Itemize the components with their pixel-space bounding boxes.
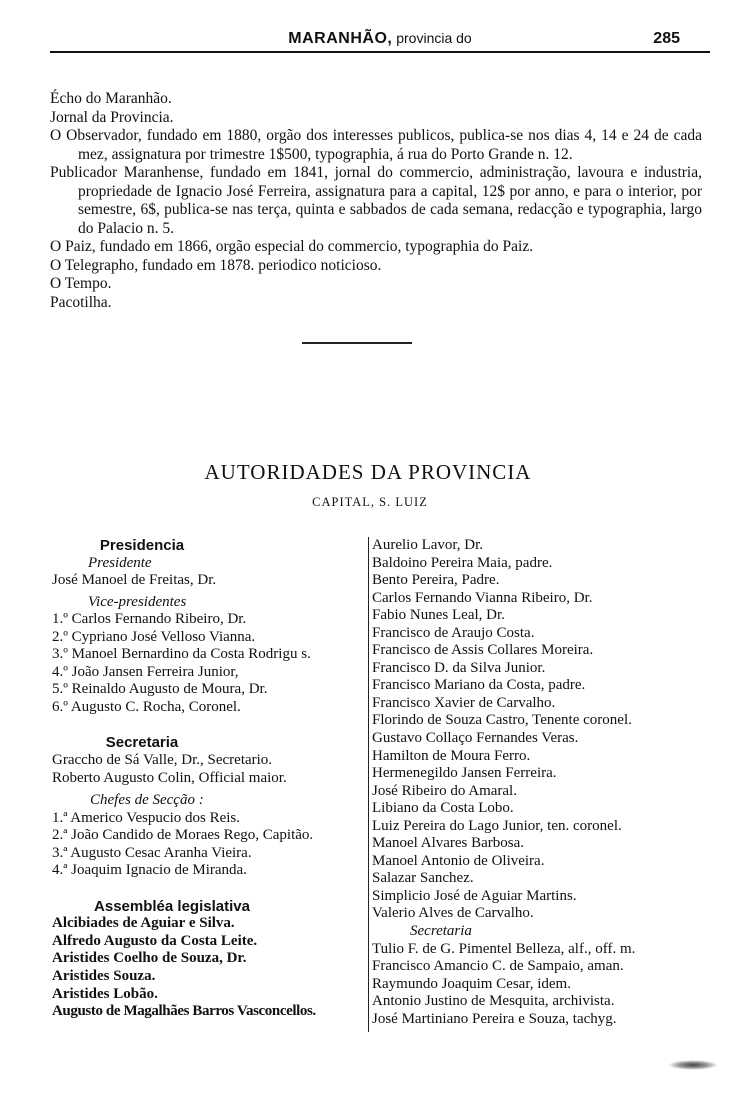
assembly-member: Salazar Sanchez. <box>372 870 474 887</box>
newspaper-entry: Écho do Maranhão. <box>50 90 172 107</box>
assembly-member: Francisco de Araujo Costa. <box>372 624 535 641</box>
section-subtitle: CAPITAL, S. LUIZ <box>312 495 428 509</box>
left-column <box>52 537 366 1021</box>
newspaper-entry: Jornal da Provincia. <box>50 108 174 126</box>
president-name: José Manoel de Freitas, Dr. <box>52 572 217 589</box>
assembly-member: Francisco Xavier de Carvalho. <box>372 694 556 711</box>
vice-president: 2.º Cypriano José Velloso Vianna. <box>52 628 256 645</box>
newspaper-entry: O Paiz, fundado em 1866, orgão especial do commercio, typographia do Paiz. <box>50 238 534 255</box>
vice-president: 1.º Carlos Fernando Ribeiro, Dr. <box>52 611 247 628</box>
assembly-member: Aristides Coelho de Souza, Dr. <box>52 950 247 967</box>
subheading-chefes: Chefes de Secção : <box>90 792 204 809</box>
page-number: 285 <box>653 30 680 47</box>
newspaper-entry: O Telegrapho, fundado em 1878. periodico noticioso. <box>50 256 382 274</box>
assembly-member: Libiano da Costa Lobo. <box>372 800 514 817</box>
subheading-presidente: Presidente <box>88 554 152 571</box>
right-column <box>372 537 712 1028</box>
heading-presidencia: Presidencia <box>99 537 185 554</box>
vice-president: 4.º João Jansen Ferreira Junior, <box>52 663 239 680</box>
chefe-seccao: 2.ª João Candido de Moraes Rego, Capitão. <box>52 827 314 844</box>
vice-president: 3.º Manoel Bernardino da Costa Rodrigu s. <box>52 646 311 663</box>
vice-president: 5.º Reinaldo Augusto de Moura, Dr. <box>52 681 268 698</box>
header-title-bold: MARANHÃO, <box>288 30 393 47</box>
column-divider <box>368 537 369 1032</box>
assembly-member: Simplicio José de Aguiar Martins. <box>372 887 577 904</box>
assembly-member: Luiz Pereira do Lago Junior, ten. coronel. <box>372 817 622 834</box>
assembly-member: Alfredo Augusto da Costa Leite. <box>52 932 258 949</box>
assembly-secretary: Raymundo Joaquim Cesar, idem. <box>372 975 571 992</box>
assembly-secretary: José Martiniano Pereira e Souza, tachyg. <box>372 1010 617 1027</box>
assembly-member: Valerio Alves de Carvalho. <box>372 905 534 922</box>
assembly-member: Aristides Souza. <box>52 968 156 985</box>
ink-smudge <box>668 1060 718 1070</box>
assembly-secretary: Antonio Justino de Mesquita, archivista. <box>372 993 615 1010</box>
assembly-member: Francisco de Assis Collares Moreira. <box>372 642 594 659</box>
newspaper-list <box>50 90 702 312</box>
section-title: AUTORIDADES DA PROVINCIA <box>204 460 532 484</box>
chefe-seccao: 1.ª Americo Vespucio dos Reis. <box>52 809 241 826</box>
assembly-secretary: Tulio F. de G. Pimentel Belleza, alf., off. m. <box>372 940 636 957</box>
assembly-member: Aristides Lobão. <box>52 985 158 1002</box>
newspaper-entry: Pacotilha. <box>50 293 112 311</box>
assembly-member: Francisco Mariano da Costa, padre. <box>372 677 586 694</box>
assembly-member: Florindo de Souza Castro, Tenente coronel. <box>372 712 632 729</box>
assembly-member: Baldoino Pereira Maia, padre. <box>372 554 553 571</box>
assembly-member: Carlos Fernando Vianna Ribeiro, Dr. <box>372 589 593 606</box>
assembly-member: Hamilton de Moura Ferro. <box>372 747 531 764</box>
assembly-secretary: Francisco Amancio C. de Sampaio, aman. <box>372 958 624 975</box>
header-title-rest: provincia do <box>392 30 472 46</box>
assembly-member: Aurelio Lavor, Dr. <box>372 537 484 553</box>
assembly-member: Manoel Alvares Barbosa. <box>372 835 525 852</box>
assembly-member: Alcibiades de Aguiar e Silva. <box>52 915 235 932</box>
header-rule <box>50 51 710 53</box>
assembly-member: Francisco D. da Silva Junior. <box>372 659 546 676</box>
newspaper-entry: O Tempo. <box>50 275 112 292</box>
secretaria-member: Roberto Augusto Colin, Official maior. <box>52 769 287 786</box>
newspaper-entry: O Observador, fundado em 1880, orgão dos interesses publicos, publica-se nos dias 4, 14 e 24 de cada mez, assignatura por trimestre 1$500, typographia, á rua do Porto Grande n. 12. <box>50 127 702 163</box>
running-header <box>50 30 710 50</box>
assembly-member: Bento Pereira, Padre. <box>372 572 500 589</box>
header-title <box>50 30 710 48</box>
chefe-seccao: 3.ª Augusto Cesac Aranha Vieira. <box>52 844 252 861</box>
secretaria-member: Graccho de Sá Valle, Dr., Secretario. <box>52 752 273 769</box>
heading-secretaria: Secretaria <box>105 734 179 752</box>
assembly-member: Gustavo Collaço Fernandes Veras. <box>372 730 579 747</box>
assembly-member: Fabio Nunes Leal, Dr. <box>372 607 505 624</box>
chefe-seccao: 4.ª Joaquim Ignacio de Miranda. <box>52 862 247 879</box>
section-divider <box>302 342 412 344</box>
subheading-secretaria: Secretaria <box>410 923 472 940</box>
heading-assembleia: Assembléa legislativa <box>94 897 250 915</box>
assembly-member: Augusto de Magalhães Barros Vasconcellos. <box>52 1003 316 1020</box>
vice-president: 6.º Augusto C. Rocha, Coronel. <box>52 698 241 715</box>
newspaper-entry: Publicador Maranhense, fundado em 1841, jornal do commercio, administração, lavoura e industria, propriedade de Ignacio José Ferreira, assignatura para a capital, 12$ por anno, e para o interior, por semestre, 6$, publica-se nas terça, quinta e sabbados de cada semana, redacção e typographia, largo do Palacio n. 5. <box>50 164 702 237</box>
assembly-member: Hermenegildo Jansen Ferreira. <box>372 765 557 782</box>
assembly-member: José Ribeiro do Amaral. <box>372 782 517 799</box>
assembly-member: Manoel Antonio de Oliveira. <box>372 852 545 869</box>
subheading-vice-presidentes: Vice-presidentes <box>88 593 187 610</box>
